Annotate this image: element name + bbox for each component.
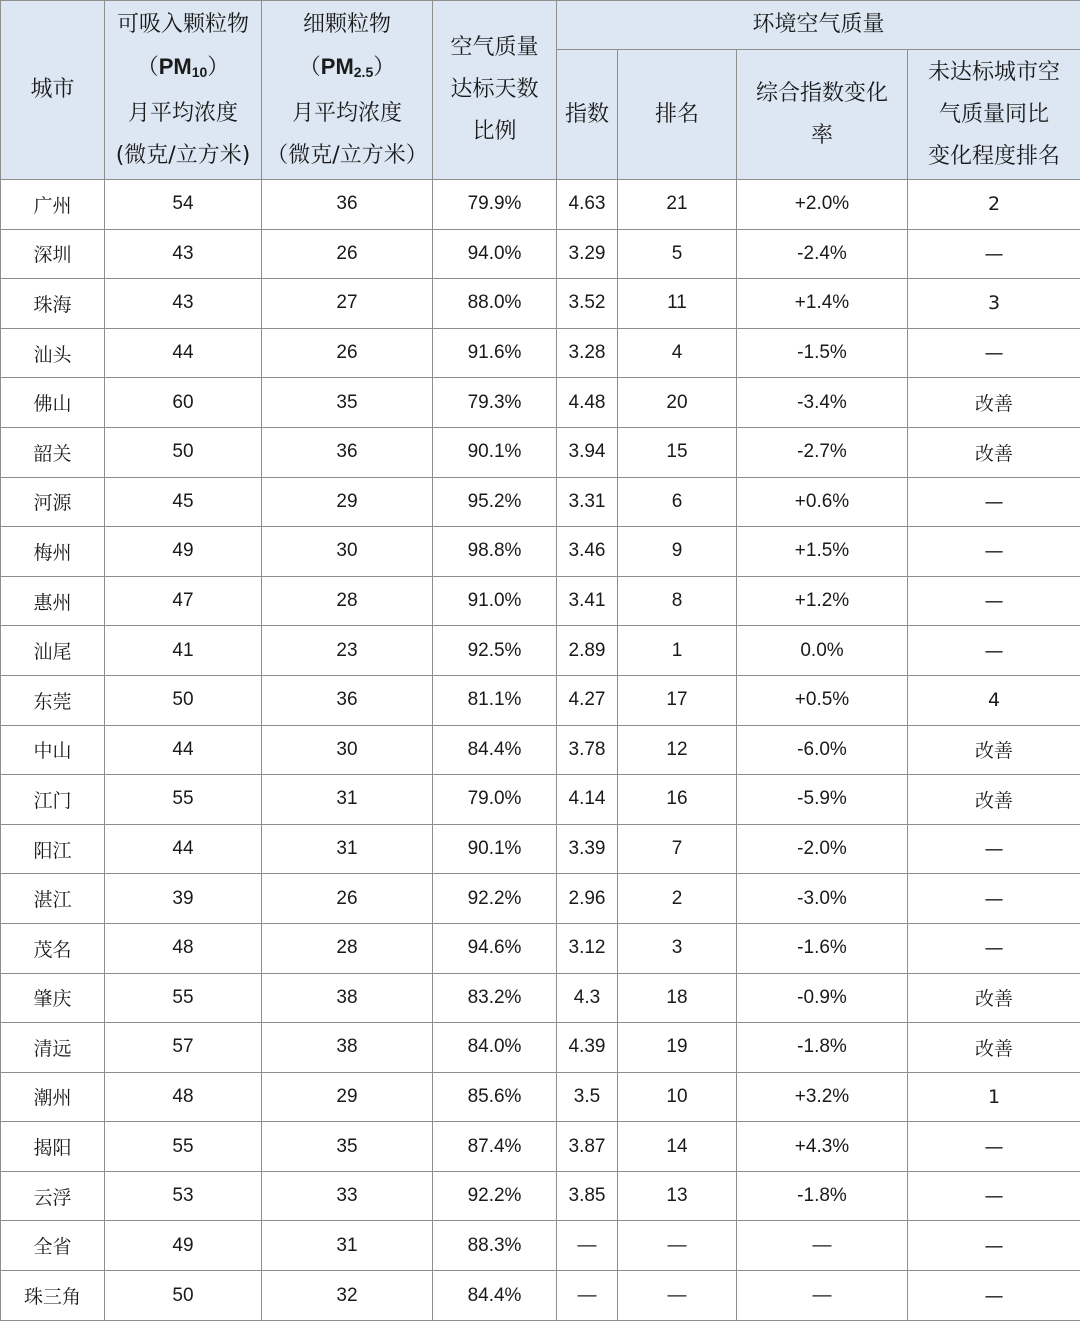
cell-rank: 3 bbox=[618, 923, 737, 973]
table-row bbox=[1, 328, 1080, 378]
cell-pm25: 36 bbox=[262, 427, 433, 477]
cell-city: 全省 bbox=[1, 1221, 105, 1271]
cell-rank: 16 bbox=[618, 775, 737, 825]
cell-city: 珠三角 bbox=[1, 1271, 105, 1321]
cell-change-rate: +4.3% bbox=[737, 1122, 908, 1172]
cell-ratio: 87.4% bbox=[433, 1122, 557, 1172]
table-row bbox=[1, 1072, 1080, 1122]
cell-pm25: 33 bbox=[262, 1171, 433, 1221]
cell-pm25: 30 bbox=[262, 527, 433, 577]
cell-rank: 15 bbox=[618, 427, 737, 477]
cell-index: 4.14 bbox=[557, 775, 618, 825]
cell-change-rate: -2.4% bbox=[737, 229, 908, 279]
cell-ratio: 94.0% bbox=[433, 229, 557, 279]
cell-pm25: 23 bbox=[262, 626, 433, 676]
cell-index: 4.48 bbox=[557, 378, 618, 428]
cell-change-rate: -3.4% bbox=[737, 378, 908, 428]
cell-pm25: 28 bbox=[262, 576, 433, 626]
table-row bbox=[1, 824, 1080, 874]
cell-ratio: 92.2% bbox=[433, 874, 557, 924]
cell-index: 3.28 bbox=[557, 328, 618, 378]
cell-pm10: 50 bbox=[105, 427, 262, 477]
cell-ratio: 90.1% bbox=[433, 824, 557, 874]
cell-unmet-rank: 改善 bbox=[908, 1023, 1080, 1073]
cell-rank: 4 bbox=[618, 328, 737, 378]
cell-index: — bbox=[557, 1221, 618, 1271]
cell-city: 汕尾 bbox=[1, 626, 105, 676]
cell-pm25: 38 bbox=[262, 973, 433, 1023]
cell-rank: 5 bbox=[618, 229, 737, 279]
cell-rank: 1 bbox=[618, 626, 737, 676]
table-row bbox=[1, 576, 1080, 626]
cell-pm25: 36 bbox=[262, 675, 433, 725]
cell-city: 中山 bbox=[1, 725, 105, 775]
cell-rank: — bbox=[618, 1221, 737, 1271]
cell-change-rate: -2.7% bbox=[737, 427, 908, 477]
table-row bbox=[1, 675, 1080, 725]
cell-ratio: 92.2% bbox=[433, 1171, 557, 1221]
cell-rank: 18 bbox=[618, 973, 737, 1023]
table-row bbox=[1, 1023, 1080, 1073]
cell-unmet-rank: 2 bbox=[908, 180, 1080, 230]
cell-pm10: 55 bbox=[105, 775, 262, 825]
table-row bbox=[1, 973, 1080, 1023]
cell-ratio: 91.0% bbox=[433, 576, 557, 626]
cell-change-rate: -5.9% bbox=[737, 775, 908, 825]
table-row bbox=[1, 180, 1080, 230]
cell-unmet-rank: — bbox=[908, 1221, 1080, 1271]
cell-rank: 9 bbox=[618, 527, 737, 577]
cell-pm10: 50 bbox=[105, 675, 262, 725]
cell-change-rate: +0.5% bbox=[737, 675, 908, 725]
cell-change-rate: — bbox=[737, 1221, 908, 1271]
cell-change-rate: -1.8% bbox=[737, 1023, 908, 1073]
cell-ratio: 81.1% bbox=[433, 675, 557, 725]
header-unmet-rank: 未达标城市空 气质量同比 变化程度排名 bbox=[908, 50, 1080, 180]
cell-change-rate: -2.0% bbox=[737, 824, 908, 874]
cell-ratio: 88.3% bbox=[433, 1221, 557, 1271]
cell-rank: 12 bbox=[618, 725, 737, 775]
cell-ratio: 79.0% bbox=[433, 775, 557, 825]
cell-pm25: 35 bbox=[262, 378, 433, 428]
cell-unmet-rank: 改善 bbox=[908, 378, 1080, 428]
cell-pm10: 43 bbox=[105, 279, 262, 329]
header-ratio: 空气质量 达标天数 比例 bbox=[433, 1, 557, 180]
table-row bbox=[1, 527, 1080, 577]
cell-city: 韶关 bbox=[1, 427, 105, 477]
cell-index: 3.46 bbox=[557, 527, 618, 577]
cell-pm10: 57 bbox=[105, 1023, 262, 1073]
table-body bbox=[1, 180, 1080, 1321]
cell-rank: 19 bbox=[618, 1023, 737, 1073]
table-row bbox=[1, 279, 1080, 329]
cell-city: 茂名 bbox=[1, 923, 105, 973]
cell-change-rate: 0.0% bbox=[737, 626, 908, 676]
table-row bbox=[1, 378, 1080, 428]
cell-pm25: 31 bbox=[262, 1221, 433, 1271]
header-env-quality-group: 环境空气质量 bbox=[557, 1, 1080, 50]
cell-change-rate: -1.5% bbox=[737, 328, 908, 378]
table-row bbox=[1, 229, 1080, 279]
header-change-rate: 综合指数变化 率 bbox=[737, 50, 908, 180]
cell-city: 汕头 bbox=[1, 328, 105, 378]
cell-city: 清远 bbox=[1, 1023, 105, 1073]
cell-pm10: 53 bbox=[105, 1171, 262, 1221]
cell-pm25: 31 bbox=[262, 824, 433, 874]
cell-pm10: 49 bbox=[105, 1221, 262, 1271]
header-rank: 排名 bbox=[618, 50, 737, 180]
table-row bbox=[1, 1271, 1080, 1321]
cell-pm25: 35 bbox=[262, 1122, 433, 1172]
cell-rank: 21 bbox=[618, 180, 737, 230]
cell-unmet-rank: — bbox=[908, 874, 1080, 924]
cell-index: 3.85 bbox=[557, 1171, 618, 1221]
cell-pm10: 50 bbox=[105, 1271, 262, 1321]
cell-pm10: 48 bbox=[105, 1072, 262, 1122]
cell-city: 梅州 bbox=[1, 527, 105, 577]
cell-index: 3.31 bbox=[557, 477, 618, 527]
cell-rank: 10 bbox=[618, 1072, 737, 1122]
cell-unmet-rank: — bbox=[908, 626, 1080, 676]
table-row bbox=[1, 923, 1080, 973]
cell-rank: 17 bbox=[618, 675, 737, 725]
cell-unmet-rank: 4 bbox=[908, 675, 1080, 725]
cell-rank: 7 bbox=[618, 824, 737, 874]
cell-unmet-rank: 改善 bbox=[908, 427, 1080, 477]
cell-change-rate: -1.8% bbox=[737, 1171, 908, 1221]
cell-ratio: 85.6% bbox=[433, 1072, 557, 1122]
cell-unmet-rank: — bbox=[908, 1271, 1080, 1321]
cell-change-rate: +3.2% bbox=[737, 1072, 908, 1122]
cell-pm25: 38 bbox=[262, 1023, 433, 1073]
cell-index: 4.3 bbox=[557, 973, 618, 1023]
cell-pm10: 47 bbox=[105, 576, 262, 626]
cell-unmet-rank: 改善 bbox=[908, 775, 1080, 825]
cell-pm25: 31 bbox=[262, 775, 433, 825]
cell-index: 2.89 bbox=[557, 626, 618, 676]
cell-ratio: 91.6% bbox=[433, 328, 557, 378]
table-row bbox=[1, 1221, 1080, 1271]
cell-unmet-rank: — bbox=[908, 527, 1080, 577]
cell-city: 佛山 bbox=[1, 378, 105, 428]
cell-pm10: 44 bbox=[105, 328, 262, 378]
cell-unmet-rank: 改善 bbox=[908, 973, 1080, 1023]
cell-pm25: 28 bbox=[262, 923, 433, 973]
table-row bbox=[1, 725, 1080, 775]
cell-pm10: 45 bbox=[105, 477, 262, 527]
header-pm10-line3: 月平均浓度 bbox=[127, 100, 238, 126]
table-row bbox=[1, 427, 1080, 477]
cell-city: 广州 bbox=[1, 180, 105, 230]
cell-index: 3.87 bbox=[557, 1122, 618, 1172]
table-row bbox=[1, 1171, 1080, 1221]
cell-index: 3.29 bbox=[557, 229, 618, 279]
table-row bbox=[1, 874, 1080, 924]
cell-city: 揭阳 bbox=[1, 1122, 105, 1172]
cell-change-rate: -1.6% bbox=[737, 923, 908, 973]
cell-pm25: 30 bbox=[262, 725, 433, 775]
header-pm25-line3: 月平均浓度 bbox=[291, 100, 402, 126]
cell-change-rate: +1.4% bbox=[737, 279, 908, 329]
cell-index: 3.52 bbox=[557, 279, 618, 329]
cell-city: 云浮 bbox=[1, 1171, 105, 1221]
cell-unmet-rank: — bbox=[908, 576, 1080, 626]
cell-pm10: 39 bbox=[105, 874, 262, 924]
cell-change-rate: — bbox=[737, 1271, 908, 1321]
cell-pm10: 44 bbox=[105, 824, 262, 874]
cell-pm10: 55 bbox=[105, 1122, 262, 1172]
cell-change-rate: -0.9% bbox=[737, 973, 908, 1023]
header-index: 指数 bbox=[557, 50, 618, 180]
cell-unmet-rank: 1 bbox=[908, 1072, 1080, 1122]
cell-ratio: 83.2% bbox=[433, 973, 557, 1023]
cell-index: 4.63 bbox=[557, 180, 618, 230]
cell-ratio: 94.6% bbox=[433, 923, 557, 973]
cell-rank: 8 bbox=[618, 576, 737, 626]
cell-pm10: 55 bbox=[105, 973, 262, 1023]
cell-index: 3.41 bbox=[557, 576, 618, 626]
header-pm10-unit: (微克/立方米) bbox=[115, 142, 251, 168]
cell-index: 2.96 bbox=[557, 874, 618, 924]
cell-unmet-rank: 3 bbox=[908, 279, 1080, 329]
cell-change-rate: +1.2% bbox=[737, 576, 908, 626]
cell-change-rate: +0.6% bbox=[737, 477, 908, 527]
cell-rank: 14 bbox=[618, 1122, 737, 1172]
cell-city: 东莞 bbox=[1, 675, 105, 725]
header-city: 城市 bbox=[1, 1, 105, 180]
header-pm10-title: 可吸入颗粒物 bbox=[116, 11, 249, 37]
cell-unmet-rank: — bbox=[908, 824, 1080, 874]
cell-pm10: 60 bbox=[105, 378, 262, 428]
cell-city: 河源 bbox=[1, 477, 105, 527]
cell-ratio: 98.8% bbox=[433, 527, 557, 577]
cell-index: 4.27 bbox=[557, 675, 618, 725]
cell-city: 阳江 bbox=[1, 824, 105, 874]
header-pm25-title: 细颗粒物 bbox=[302, 11, 391, 37]
header-pm25-unit: （微克/立方米） bbox=[266, 142, 428, 168]
cell-rank: — bbox=[618, 1271, 737, 1321]
cell-ratio: 88.0% bbox=[433, 279, 557, 329]
table-row bbox=[1, 775, 1080, 825]
cell-pm25: 29 bbox=[262, 1072, 433, 1122]
cell-pm10: 48 bbox=[105, 923, 262, 973]
cell-ratio: 79.3% bbox=[433, 378, 557, 428]
cell-pm25: 27 bbox=[262, 279, 433, 329]
cell-rank: 13 bbox=[618, 1171, 737, 1221]
cell-city: 湛江 bbox=[1, 874, 105, 924]
cell-index: — bbox=[557, 1271, 618, 1321]
cell-rank: 20 bbox=[618, 378, 737, 428]
cell-index: 3.78 bbox=[557, 725, 618, 775]
header-pm10 bbox=[105, 1, 262, 180]
table-row bbox=[1, 626, 1080, 676]
cell-change-rate: +1.5% bbox=[737, 527, 908, 577]
header-pm10-symbol: $(PM_{10})$ bbox=[136, 53, 230, 80]
cell-change-rate: -3.0% bbox=[737, 874, 908, 924]
cell-pm10: 43 bbox=[105, 229, 262, 279]
cell-ratio: 92.5% bbox=[433, 626, 557, 676]
header-pm25 bbox=[262, 1, 433, 180]
cell-index: 4.39 bbox=[557, 1023, 618, 1073]
cell-unmet-rank: — bbox=[908, 1122, 1080, 1172]
cell-change-rate: -6.0% bbox=[737, 725, 908, 775]
cell-ratio: 95.2% bbox=[433, 477, 557, 527]
cell-pm25: 32 bbox=[262, 1271, 433, 1321]
cell-rank: 2 bbox=[618, 874, 737, 924]
cell-rank: 6 bbox=[618, 477, 737, 527]
cell-index: 3.5 bbox=[557, 1072, 618, 1122]
cell-ratio: 84.0% bbox=[433, 1023, 557, 1073]
cell-city: 深圳 bbox=[1, 229, 105, 279]
cell-ratio: 84.4% bbox=[433, 1271, 557, 1321]
cell-pm10: 54 bbox=[105, 180, 262, 230]
cell-unmet-rank: — bbox=[908, 229, 1080, 279]
cell-ratio: 90.1% bbox=[433, 427, 557, 477]
cell-pm10: 41 bbox=[105, 626, 262, 676]
cell-index: 3.94 bbox=[557, 427, 618, 477]
cell-ratio: 84.4% bbox=[433, 725, 557, 775]
cell-city: 惠州 bbox=[1, 576, 105, 626]
cell-pm25: 36 bbox=[262, 180, 433, 230]
cell-city: 肇庆 bbox=[1, 973, 105, 1023]
cell-index: 3.39 bbox=[557, 824, 618, 874]
cell-unmet-rank: 改善 bbox=[908, 725, 1080, 775]
cell-change-rate: +2.0% bbox=[737, 180, 908, 230]
cell-ratio: 79.9% bbox=[433, 180, 557, 230]
cell-pm25: 26 bbox=[262, 229, 433, 279]
table-row bbox=[1, 1122, 1080, 1172]
cell-pm10: 44 bbox=[105, 725, 262, 775]
cell-unmet-rank: — bbox=[908, 328, 1080, 378]
table-header bbox=[1, 1, 1080, 180]
cell-city: 珠海 bbox=[1, 279, 105, 329]
cell-unmet-rank: — bbox=[908, 477, 1080, 527]
cell-city: 江门 bbox=[1, 775, 105, 825]
cell-index: 3.12 bbox=[557, 923, 618, 973]
cell-unmet-rank: — bbox=[908, 1171, 1080, 1221]
cell-rank: 11 bbox=[618, 279, 737, 329]
cell-pm25: 26 bbox=[262, 328, 433, 378]
cell-pm10: 49 bbox=[105, 527, 262, 577]
cell-pm25: 29 bbox=[262, 477, 433, 527]
header-pm25-symbol: $(PM_{2.5})$ bbox=[298, 53, 396, 80]
table-row bbox=[1, 477, 1080, 527]
cell-city: 潮州 bbox=[1, 1072, 105, 1122]
cell-unmet-rank: — bbox=[908, 923, 1080, 973]
cell-pm25: 26 bbox=[262, 874, 433, 924]
